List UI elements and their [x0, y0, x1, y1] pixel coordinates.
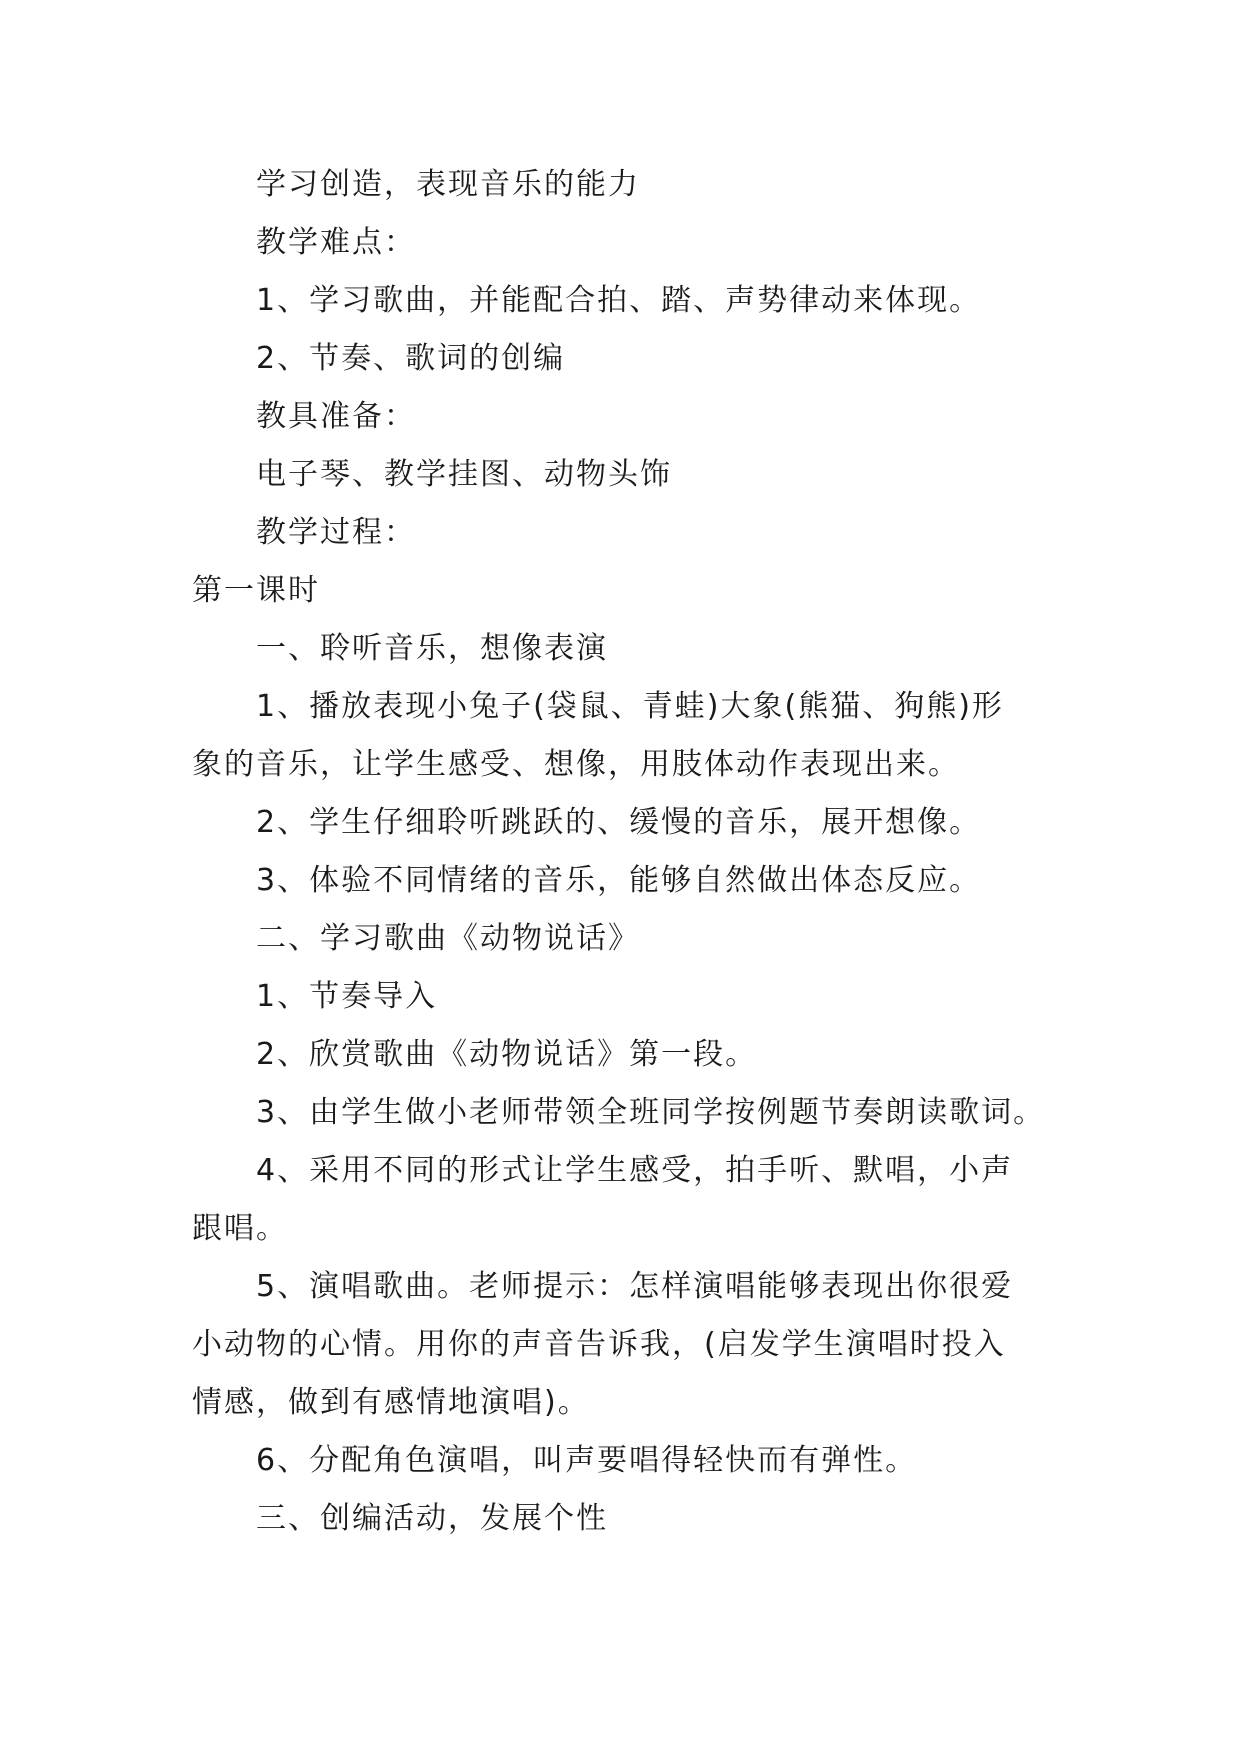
list-item-continuation: 象的音乐，让学生感受、想像，用肢体动作表现出来。 [192, 747, 960, 782]
list-item: 3、体验不同情绪的音乐，能够自然做出体态反应。 [256, 863, 982, 898]
list-item-continuation: 情感，做到有感情地演唱)。 [192, 1385, 590, 1420]
list-item: 3、由学生做小老师带领全班同学按例题节奏朗读歌词。 [256, 1095, 1046, 1130]
section-heading-materials: 教具准备： [256, 399, 416, 434]
lesson-heading: 第一课时 [192, 573, 320, 608]
list-item: 5、演唱歌曲。老师提示：怎样演唱能够表现出你很爱 [256, 1269, 1014, 1304]
list-item: 2、节奏、歌词的创编 [256, 341, 566, 376]
list-item-continuation: 跟唱。 [192, 1211, 288, 1246]
document-body [192, 156, 1072, 1548]
subsection-heading: 二、学习歌曲《动物说话》 [256, 921, 640, 956]
list-item: 6、分配角色演唱，叫声要唱得轻快而有弹性。 [256, 1443, 918, 1478]
list-item: 1、学习歌曲，并能配合拍、踏、声势律动来体现。 [256, 283, 982, 318]
list-item: 1、节奏导入 [256, 979, 438, 1014]
text-line: 电子琴、教学挂图、动物头饰 [256, 457, 672, 492]
list-item-continuation: 小动物的心情。用你的声音告诉我，(启发学生演唱时投入 [192, 1327, 1006, 1362]
list-item: 4、采用不同的形式让学生感受，拍手听、默唱，小声 [256, 1153, 1014, 1188]
subsection-heading: 三、创编活动，发展个性 [256, 1501, 608, 1536]
text-line: 学习创造，表现音乐的能力 [256, 167, 640, 202]
list-item: 2、欣赏歌曲《动物说话》第一段。 [256, 1037, 758, 1072]
section-heading-difficulties: 教学难点： [256, 225, 416, 260]
subsection-heading: 一、聆听音乐，想像表演 [256, 631, 608, 666]
list-item: 1、播放表现小兔子(袋鼠、青蛙)大象(熊猫、狗熊)形 [256, 689, 1004, 724]
list-item: 2、学生仔细聆听跳跃的、缓慢的音乐，展开想像。 [256, 805, 982, 840]
section-heading-process: 教学过程： [256, 515, 416, 550]
